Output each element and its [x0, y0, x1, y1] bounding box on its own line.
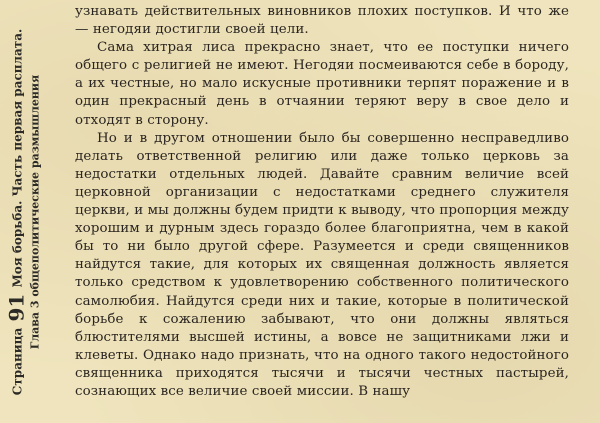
running-header [4, 2, 44, 422]
paragraph: Но и в другом отношении было бы совершенно несправедливо делать ответственной религию или даже только церковь за недостатки отдельных людей. Давайте сравним величие всей церковной организации с недостатками среднего служителя церкви, и мы должны будем придти к выводу, что пропорция между хорошим и дурным здесь гораздо более благоприятна, чем в какой бы то ни было другой сфере. Разумеется и среди священников найдутся такие, для которых их священная должность является только средством к удовлетворению собственного политического самолюбия. Найдутся среди них и такие, которые в политической борьбе к сожалению забывают, что они должны являться блюстителями высшей истины, а вовсе не защитниками лжи и клеветы. Однако надо признать, что на одного такого недостойного священника приходятся тысячи и тысячи честных пастырей, сознающих все величие своей миссии. В нашу [75, 130, 569, 399]
page-body [75, 3, 569, 401]
page-header-line [4, 2, 29, 422]
page-label: Страница [10, 327, 25, 396]
paragraph: Сама хитрая лиса прекрасно знает, что ее поступки ничего общего с религией не имеют. Негодяи посмеиваются себе в бороду, а их честные, но мало искусные противники терпят поражение и в один прекрасный день в отчаянии теряют веру в свое дело и отходят в сторону. [75, 40, 569, 128]
chapter-title: Глава 3 общеполитические размышления [28, 74, 42, 350]
page-number: 91 [4, 293, 29, 322]
page-sidebar [0, 0, 52, 423]
book-part-title: Моя борьба. Часть первая расплата. [10, 28, 25, 288]
paragraph-continued: узнавать действительных виновников плохих поступков. И что же — негодяи достигли своей цели. [75, 4, 569, 38]
